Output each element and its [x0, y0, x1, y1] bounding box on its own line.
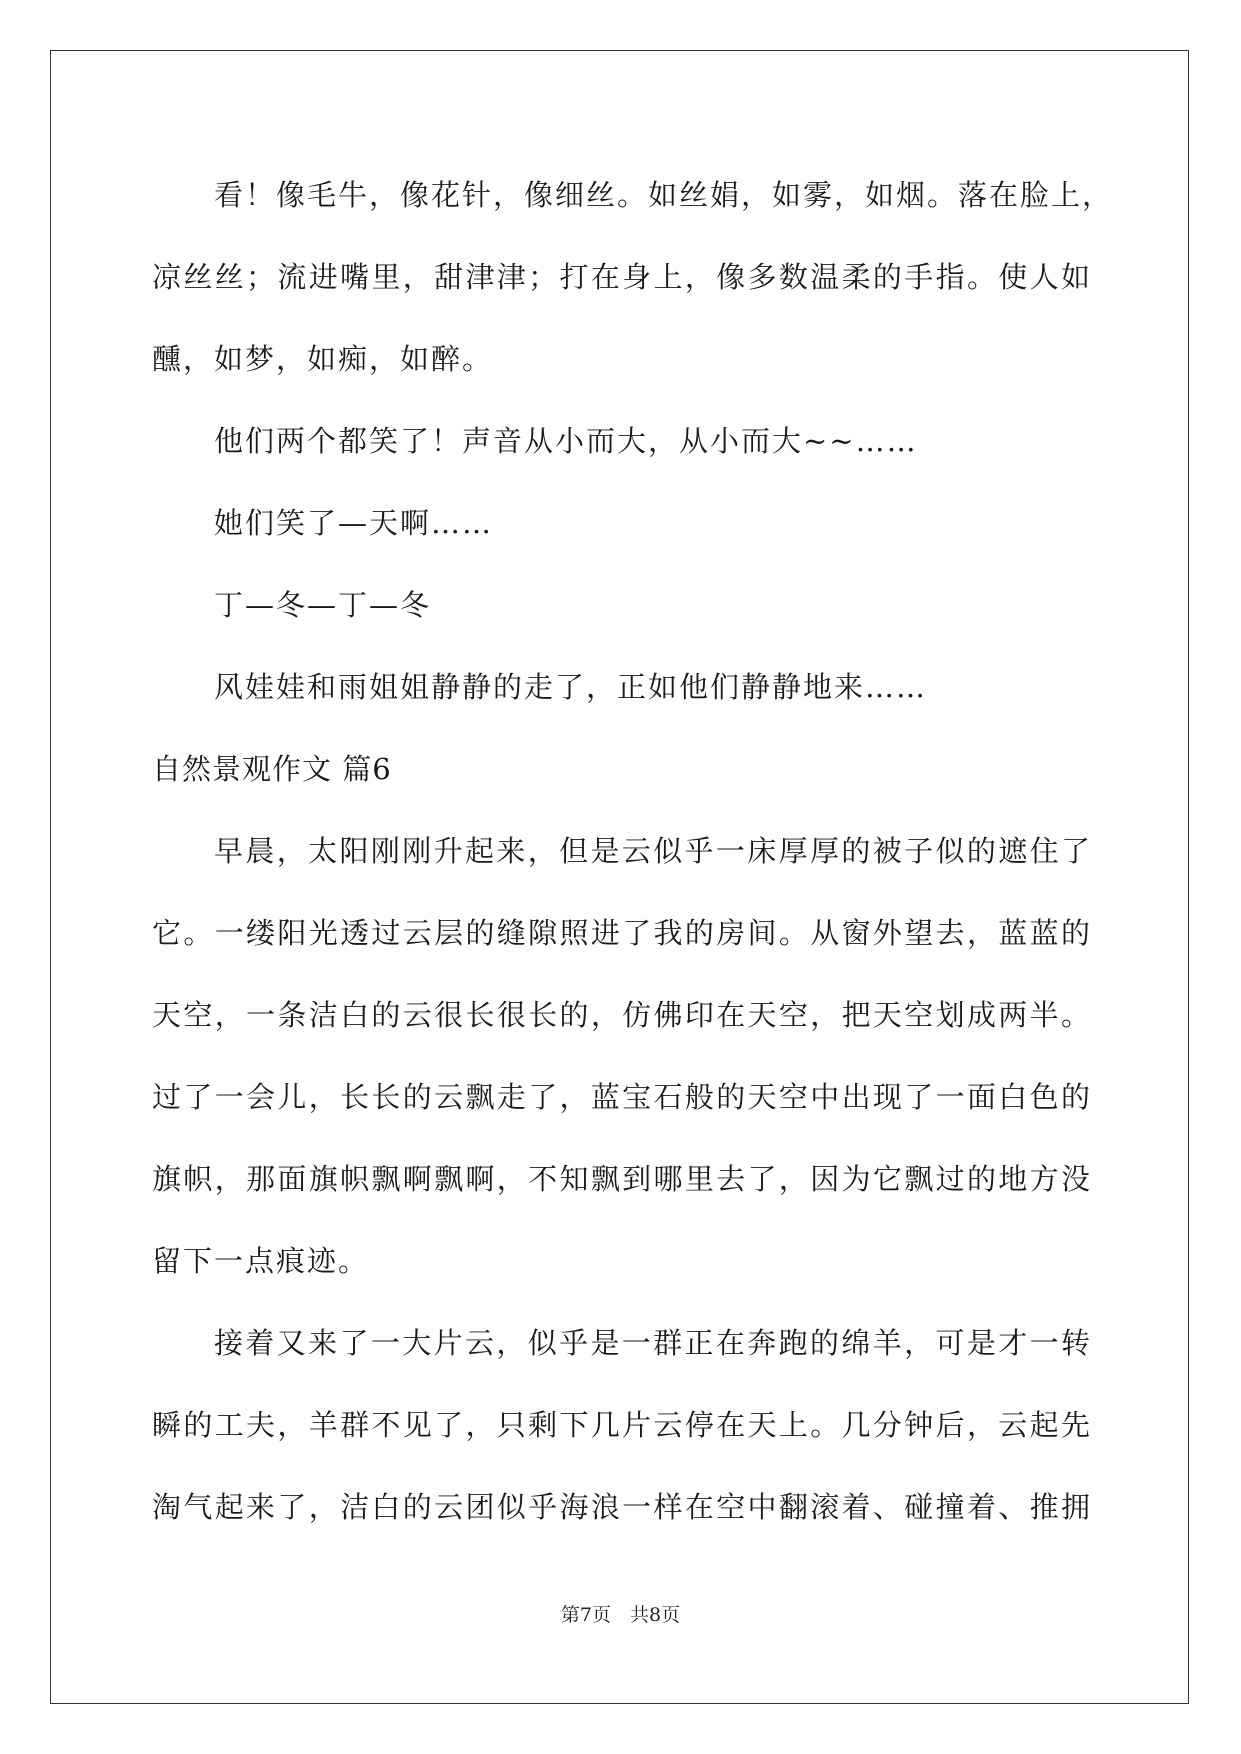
text-line: 醺，如梦，如痴，如醉。 — [152, 342, 494, 376]
text-line: 瞬的工夫，羊群不见了，只剩下几片云停在天上。几分钟后，云起先 — [152, 1408, 1092, 1442]
text-line: 他们两个都笑了！声音从小而大，从小而大~~…… — [214, 424, 918, 458]
text-line: 过了一会儿，长长的云飘走了，蓝宝石般的天空中出现了一面白色的 — [152, 1080, 1092, 1114]
page-number: 第7页 共8页 — [560, 1604, 681, 1626]
text-line: 凉丝丝；流进嘴里，甜津津；打在身上，像多数温柔的手指。使人如 — [152, 260, 1092, 294]
text-line: 旗帜，那面旗帜飘啊飘啊，不知飘到哪里去了，因为它飘过的地方没 — [152, 1162, 1092, 1196]
text-line: 留下一点痕迹。 — [152, 1244, 370, 1278]
text-line: 它。一缕阳光透过云层的缝隙照进了我的房间。从窗外望去，蓝蓝的 — [152, 916, 1092, 950]
text-line: 天空，一条洁白的云很长很长的，仿佛印在天空，把天空划成两半。 — [152, 998, 1092, 1032]
section-heading: 自然景观作文 篇6 — [152, 752, 392, 786]
text-line: 丁—冬—丁—冬 — [214, 588, 432, 622]
text-line: 早晨，太阳刚刚升起来，但是云似乎一床厚厚的被子似的遮住了 — [214, 834, 1092, 868]
text-line: 风娃娃和雨姐姐静静的走了，正如他们静静地来…… — [214, 670, 928, 704]
text-line: 她们笑了—天啊…… — [214, 506, 494, 540]
text-line: 看！像毛牛，像花针，像细丝。如丝娟，如雾，如烟。落在脸上， — [214, 178, 1114, 212]
text-line: 淘气起来了，洁白的云团似乎海浪一样在空中翻滚着、碰撞着、推拥 — [152, 1490, 1092, 1524]
document-body — [152, 160, 1114, 1554]
text-line: 接着又来了一大片云，似乎是一群正在奔跑的绵羊，可是才一转 — [214, 1326, 1092, 1360]
